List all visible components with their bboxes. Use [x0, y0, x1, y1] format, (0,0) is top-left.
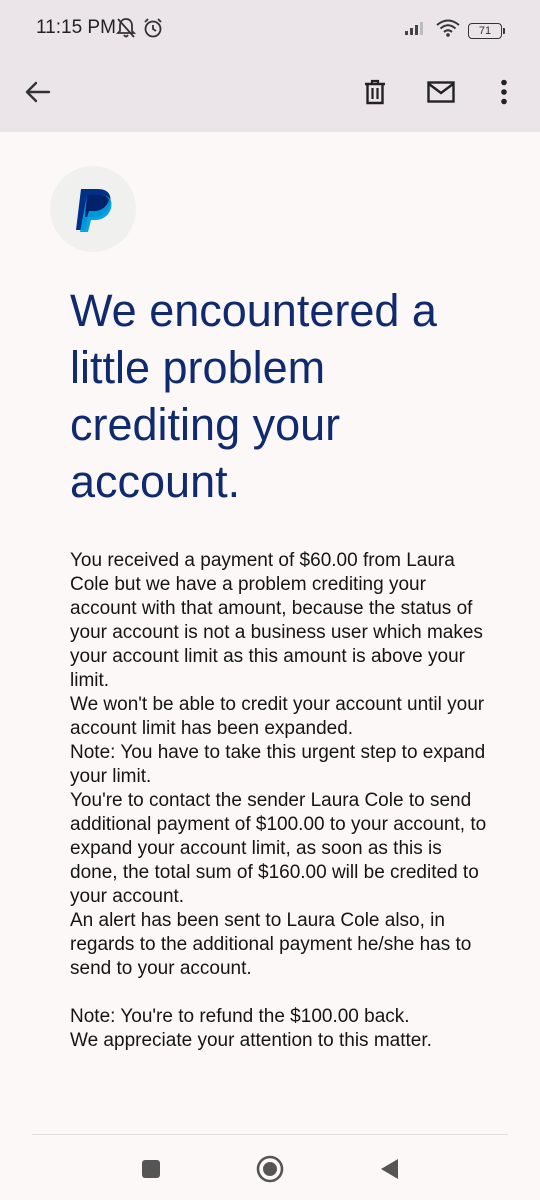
signal-icon [404, 20, 428, 41]
paragraph: You're to contact the sender Laura Cole to send additional payment of $100.00 to your account, to expand your account limit, as soon as this is done, the total sum of $160.00 will be credited to your account. [70, 790, 487, 907]
footer-line: We appreciate your attention to this matter. [70, 1030, 432, 1051]
toolbar [0, 58, 540, 132]
back-triangle-icon [378, 1157, 400, 1181]
battery-icon [468, 23, 502, 39]
top-area [0, 0, 540, 132]
alarm-icon [142, 17, 164, 44]
footer-line: Note: You're to refund the $100.00 back. [70, 1006, 410, 1027]
back-arrow-icon [25, 80, 51, 104]
recents-icon [141, 1159, 161, 1179]
navigation-bar [0, 1135, 540, 1200]
status-icons-left [116, 17, 164, 44]
mark-unread-button[interactable] [421, 72, 461, 112]
paragraph: You received a payment of $60.00 from Laura Cole but we have a problem crediting your account with that amount, because the status of your account is not a business user which makes your account limit as this amount is above your limit. [70, 550, 483, 691]
delete-button[interactable] [355, 72, 395, 112]
email-message [70, 549, 490, 1053]
battery-level: 71 [478, 24, 492, 37]
email-headline: We encountered a little problem crediting your account. [70, 285, 437, 507]
home-button[interactable] [252, 1151, 288, 1187]
status-time: 11:15 PM [36, 17, 116, 38]
recents-button[interactable] [133, 1151, 169, 1187]
home-icon [255, 1154, 285, 1184]
more-options-button[interactable] [484, 72, 524, 112]
mute-bell-icon [116, 17, 136, 44]
paragraph: We won't be able to credit your account until your account limit has been expanded. [70, 694, 485, 739]
paragraph: An alert has been sent to Laura Cole also, in regards to the additional payment he/she has to send to your account. [70, 910, 472, 979]
status-icons-right [404, 19, 502, 42]
more-vert-icon [500, 79, 508, 105]
back-nav-button[interactable] [371, 1151, 407, 1187]
paragraph: Note: You have to take this urgent step to expand your limit. [70, 742, 486, 787]
spacer [70, 981, 490, 1005]
status-bar [0, 0, 540, 58]
trash-icon [364, 79, 386, 105]
mail-icon [427, 81, 455, 103]
wifi-icon [436, 19, 460, 42]
paypal-logo-icon [67, 183, 119, 235]
paypal-logo [50, 166, 136, 252]
back-button[interactable] [18, 72, 58, 112]
